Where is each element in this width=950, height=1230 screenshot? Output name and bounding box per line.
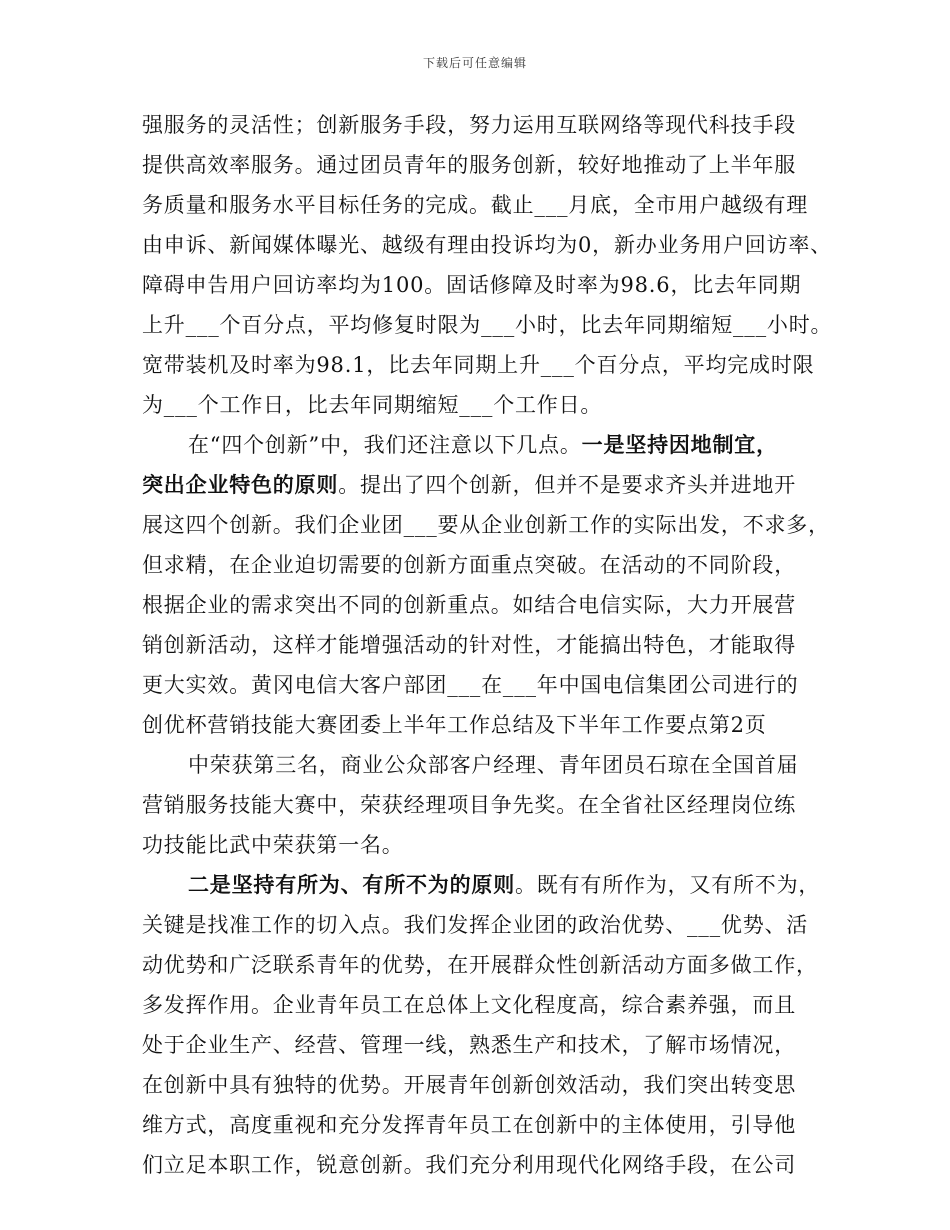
text-line: 提供高效率服务。通过团员青年的服务创新，较好地推动了上半年服 [142, 153, 796, 177]
text-line: 为___个工作日，比去年同期缩短___个工作日。 [142, 393, 603, 417]
text-line: 处于企业生产、经营、管理一线，熟悉生产和技术，了解市场情况， [142, 1033, 796, 1057]
text-line: 关键是找准工作的切入点。我们发挥企业团的政治优势、___优势、活 [142, 913, 809, 937]
text-line: 宽带装机及时率为98.1，比去年同期上升___个百分点，平均完成时限 [142, 353, 815, 377]
text-line: 由申诉、新闻媒体曝光、越级有理由投诉均为0，新办业务用户回访率、 [142, 233, 832, 257]
text-line: 多发挥作用。企业青年员工在总体上文化程度高，综合素养强，而且 [142, 993, 796, 1017]
text-line: 根据企业的需求突出不同的创新重点。如结合电信实际，大力开展营 [142, 593, 796, 617]
page-header: 下载后可任意编辑 [422, 56, 527, 70]
text-line: 销创新活动，这样才能增强活动的针对性，才能搞出特色，才能取得 [142, 633, 796, 657]
text-line: 但求精，在企业迫切需要的创新方面重点突破。在活动的不同阶段， [142, 553, 796, 577]
text-line: 维方式，高度重视和充分发挥青年员工在创新中的主体使用，引导他 [142, 1113, 796, 1137]
text-line: 展这四个创新。我们企业团___要从企业创新工作的实际出发，不求多， [142, 513, 830, 537]
text-line: 动优势和广泛联系青年的优势，在开展群众性创新活动方面多做工作， [142, 953, 818, 977]
paragraph-start-line: 中荣获第三名，商业公众部客户经理、青年团员石琼在全国首届 [188, 753, 799, 777]
bold-heading-text: 突出企业特色的原则 [142, 472, 339, 497]
text-line: 务质量和服务水平目标任务的完成。截止___月底，全市用户越级有理 [142, 193, 809, 217]
paragraph-start-line: 在“四个创新”中，我们还注意以下几点。一是坚持因地制宜， [188, 432, 778, 457]
bold-heading-text: 一是坚持因地制宜， [581, 432, 778, 457]
text-line: 们立足本职工作，锐意创新。我们充分利用现代化网络手段，在公司 [142, 1153, 796, 1177]
text-line: 突出企业特色的原则。提出了四个创新，但并不是要求齐头并进地开 [142, 472, 797, 497]
document-body [142, 105, 833, 1185]
text-line: 更大实效。黄冈电信大客户部团___在___年中国电信集团公司进行的 [142, 673, 799, 697]
text-line: 功技能比武中荣获第一名。 [142, 833, 404, 857]
paragraph-start-line: 二是坚持有所为、有所不为的原则。既有有所作为，又有所不为， [188, 872, 821, 897]
bold-heading-text: 二是坚持有所为、有所不为的原则 [188, 872, 515, 897]
text-line: 强服务的灵活性；创新服务手段，努力运用互联网络等现代科技手段 [142, 113, 796, 137]
text-line: 障碍申告用户回访率均为100。固话修障及时率为98.6，比去年同期 [142, 273, 802, 297]
text-line: 上升___个百分点，平均修复时限为___小时，比去年同期缩短___小时。 [142, 313, 833, 337]
text-line: 在创新中具有独特的优势。开展青年创新创效活动，我们突出转变思 [142, 1073, 796, 1097]
text-line: 营销服务技能大赛中，荣获经理项目争先奖。在全省社区经理岗位练 [142, 793, 796, 817]
text-line: 创优杯营销技能大赛团委上半年工作总结及下半年工作要点第2页 [142, 713, 767, 737]
